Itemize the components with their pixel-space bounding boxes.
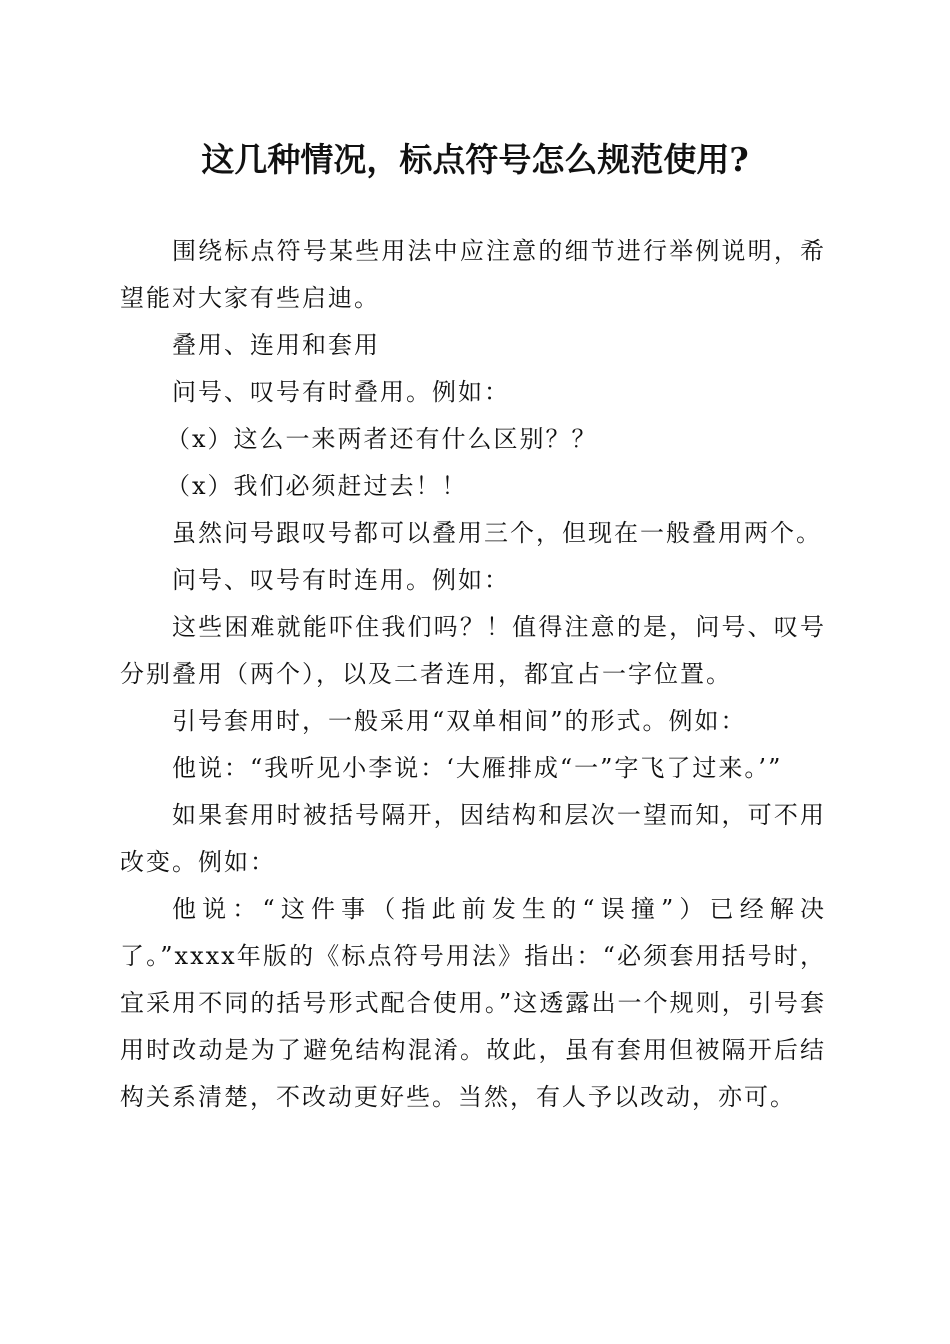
section-heading: 叠用、连用和套用 bbox=[172, 331, 380, 359]
paragraph: 问号、叹号有时连用。例如： bbox=[172, 566, 510, 594]
page-title: 这几种情况，标点符号怎么规范使用? bbox=[201, 140, 749, 179]
paragraph: 如果套用时被括号隔开，因结构和层次一望而知，可不用改变。例如： bbox=[120, 801, 826, 876]
paragraph: 他说：“这件事（指此前发生的“误撞”）已经解决了。”xxxx年版的《标点符号用法》指出：“必须套用括号时，宜采用不同的括号形式配合使用。”这透露出一个规则，引号套用时改动是为了避免结构混淆。故此，虽有套用但被隔开后结构关系清楚，不改动更好些。当然，有人予以改动，亦可。 bbox=[120, 895, 826, 1111]
example-line: （x）我们必须赶过去！！ bbox=[166, 472, 468, 500]
example-line: （x）这么一来两者还有什么区别？？ bbox=[166, 425, 598, 453]
paragraph: 问号、叹号有时叠用。例如： bbox=[172, 378, 510, 406]
example-line: 他说：“我听见小李说：‘大雁排成“一”字飞了过来。’” bbox=[172, 754, 783, 782]
paragraph: 这些困难就能吓住我们吗？！值得注意的是，问号、叹号分别叠用（两个），以及二者连用，都宜占一字位置。 bbox=[120, 613, 826, 688]
document-body bbox=[120, 228, 826, 1121]
paragraph: 引号套用时，一般采用“双单相间”的形式。例如： bbox=[172, 707, 747, 735]
paragraph-intro: 围绕标点符号某些用法中应注意的细节进行举例说明，希望能对大家有些启迪。 bbox=[120, 237, 826, 312]
paragraph: 虽然问号跟叹号都可以叠用三个，但现在一般叠用两个。 bbox=[172, 519, 822, 547]
